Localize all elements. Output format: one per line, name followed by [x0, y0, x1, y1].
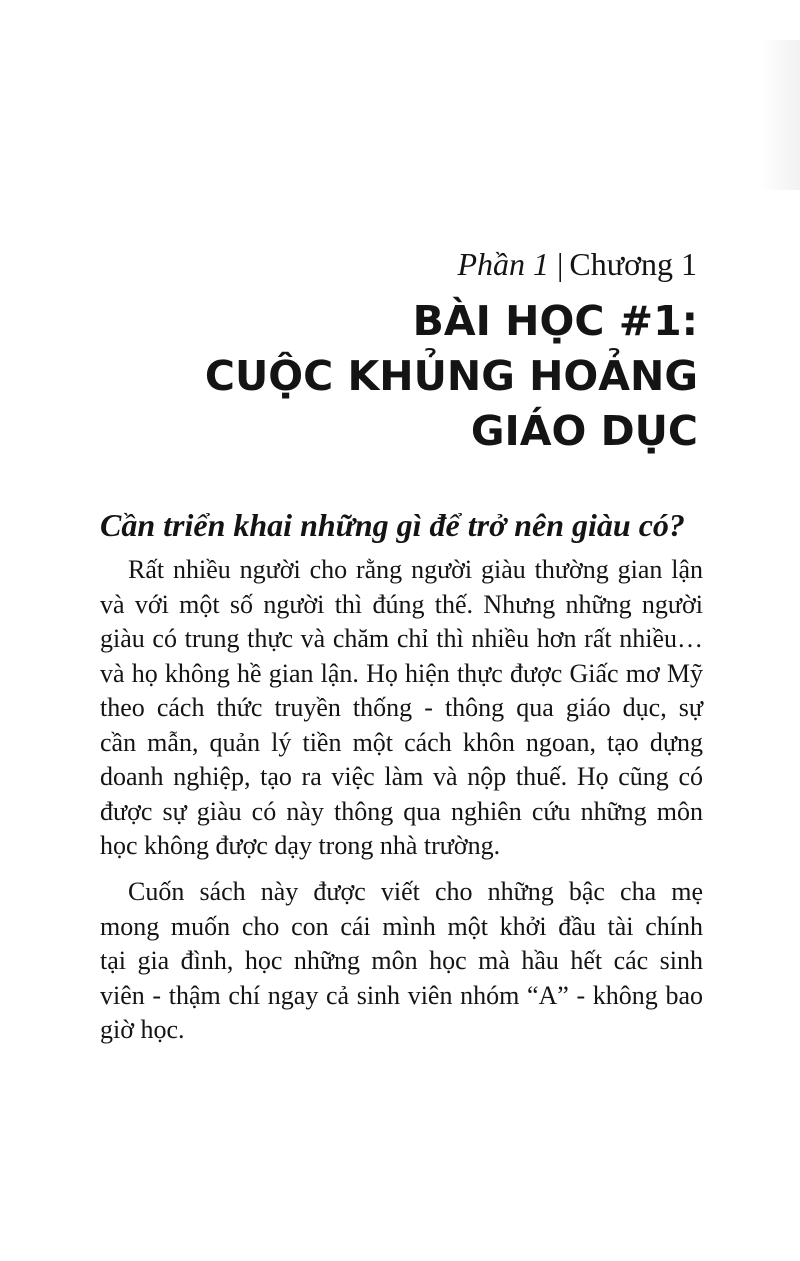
- text-line: Rất nhiều người cho rằng người giàu thường gian lận: [128, 555, 703, 584]
- text-line: viên - thậm chí ngay cả sinh viên nhóm “A” - không bao: [100, 980, 703, 1010]
- text-line: theo cách thức truyền thống - thông qua giáo dục, sự: [100, 693, 703, 722]
- page-edge-shadow: [760, 40, 800, 190]
- text-line: giàu có trung thực và chăm chỉ thì nhiều hơn rất nhiều…: [100, 624, 703, 653]
- chapter-label: [457, 244, 697, 284]
- text-line: mong muốn cho con cái mình một khởi đầu tài chính: [100, 911, 703, 941]
- chapter-title-line: CUỘC KHỦNG HOẢNG: [204, 352, 698, 400]
- chapter-title-line: GIÁO DỤC: [470, 407, 698, 455]
- paragraph: [100, 553, 703, 864]
- text-line: học không được dạy trong nhà trường.: [100, 831, 501, 860]
- text-line: và họ không hề gian lận. Họ hiện thực được Giấc mơ Mỹ: [100, 658, 703, 688]
- chapter-number: Chương 1: [569, 246, 697, 282]
- part-number: Phần 1: [457, 246, 549, 282]
- text-line: Cuốn sách này được viết cho những bậc cha mẹ: [128, 877, 703, 906]
- section-heading: Cần triển khai những gì để trở nên giàu có?: [100, 507, 685, 543]
- label-separator: |: [556, 246, 564, 282]
- text-line: được sự giàu có này thông qua nghiên cứu những môn: [100, 796, 703, 826]
- text-line: giờ học.: [100, 1015, 185, 1044]
- chapter-title: [205, 294, 698, 459]
- chapter-title-line: BÀI HỌC #1:: [412, 297, 698, 345]
- text-line: tại gia đình, học những môn học mà hầu hết các sinh: [100, 946, 703, 975]
- text-line: cần mẫn, quản lý tiền một cách khôn ngoan, tạo dựng: [100, 727, 703, 757]
- text-line: và với một số người thì đúng thế. Nhưng những người: [100, 589, 703, 619]
- paragraph: [100, 875, 703, 1048]
- text-line: doanh nghiệp, tạo ra việc làm và nộp thuế. Họ cũng có: [100, 762, 703, 791]
